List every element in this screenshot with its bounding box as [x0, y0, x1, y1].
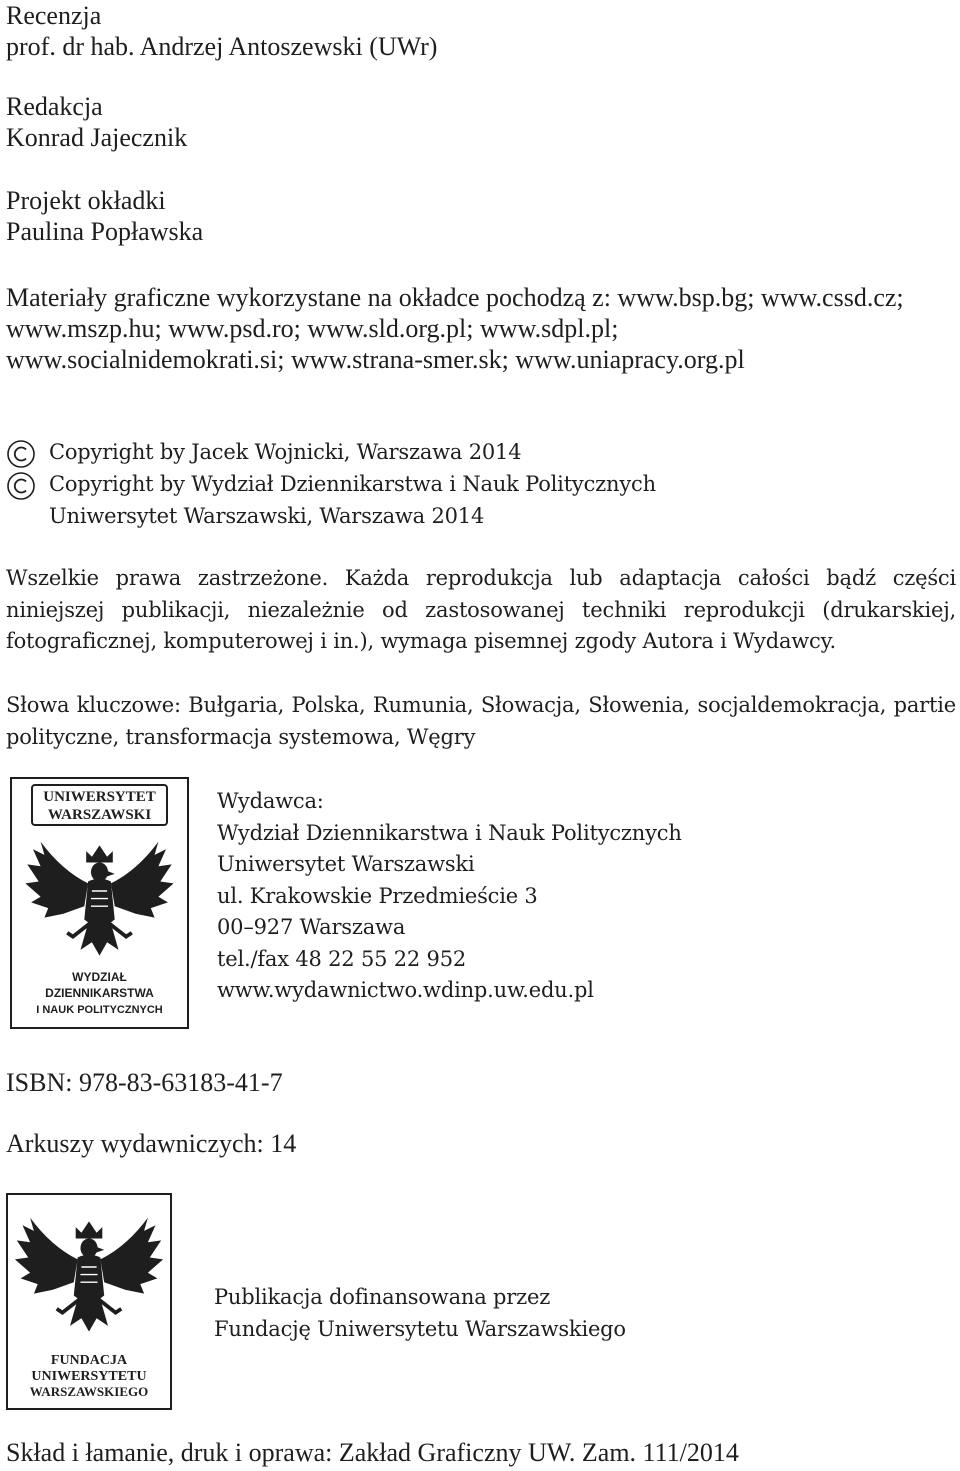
publisher-street: ul. Krakowskie Przedmieście 3: [217, 883, 538, 908]
logo-text: DZIENNIKARSTWA: [45, 986, 154, 1000]
rights-notice: Wszelkie prawa zastrzeżone. Każda reprodukcja lub adaptacja całości bądź części niniejszej publikacji, niezależnie od zastosowanej techniki reprodukcji (drukarskiej, fotograficznej, komputerowej i in.), wymaga pisemnej zgody Autora i Wydawcy.: [6, 566, 956, 653]
publisher-city: 00–927 Warszawa: [217, 915, 406, 939]
copyright-university: Uniwersytet Warszawski, Warszawa 2014: [49, 504, 485, 528]
graphics-line: www.socialnidemokrati.si; www.strana-smer.sk; www.uniapracy.org.pl: [6, 345, 745, 374]
copyright-icon: [6, 471, 36, 501]
eagle-icon: [25, 842, 173, 956]
graphics-line: www.mszp.hu; www.psd.ro; www.sld.org.pl; www.sdpl.pl;: [6, 314, 619, 343]
keywords: Słowa kluczowe: Bułgaria, Polska, Rumunia, Słowacja, Słowenia, socjaldemokracja, partie polityczne, transformacja systemowa, Węgry: [6, 693, 956, 749]
graphics-sources: [6, 282, 904, 375]
logo-text: WARSZAWSKI: [47, 807, 152, 823]
copyright-section: [6, 437, 656, 533]
cover-name: Paulina Popławska: [6, 217, 204, 246]
logo-text: UNIWERSYTET: [43, 789, 156, 805]
funding-foundation: Fundację Uniwersytetu Warszawskiego: [214, 1316, 626, 1341]
foundation-emblem: [8, 1195, 170, 1408]
logo-text: WARSZAWSKIEGO: [29, 1384, 149, 1399]
review-name: prof. dr hab. Andrzej Antoszewski (UWr): [6, 32, 438, 61]
cover-section: [6, 185, 203, 247]
editor-section: [6, 91, 187, 153]
review-section: [6, 0, 437, 62]
faculty-logo: [10, 777, 189, 1029]
copyright-faculty: Copyright by Wydział Dziennikarstwa i Nauk Politycznych: [49, 472, 656, 496]
publisher-label: Wydawca:: [217, 789, 324, 813]
publisher-phone: tel./fax 48 22 55 22 952: [217, 946, 467, 971]
copyright-row: [6, 437, 656, 469]
cover-heading: Projekt okładki: [6, 186, 166, 215]
publisher-website[interactable]: www.wydawnictwo.wdinp.uw.edu.pl: [217, 978, 594, 1002]
publisher-info: [217, 786, 682, 1007]
publisher-name: Wydział Dziennikarstwa i Nauk Politycznych: [217, 820, 682, 845]
logo-text: FUNDACJA: [50, 1353, 128, 1368]
logo-text: I NAUK POLITYCZNYCH: [36, 1004, 163, 1016]
logo-text: WYDZIAŁ: [72, 970, 127, 984]
review-heading: Recenzja: [6, 1, 102, 30]
publisher-university: Uniwersytet Warszawski: [217, 852, 475, 876]
faculty-emblem: [12, 779, 187, 1027]
graphics-line: Materiały graficzne wykorzystane na okładce pochodzą z: www.bsp.bg; www.cssd.cz;: [6, 283, 904, 312]
copyright-row: [6, 469, 656, 501]
copyright-icon: [6, 439, 36, 469]
eagle-icon: [15, 1218, 163, 1332]
imprint: Skład i łamanie, druk i oprawa: Zakład Graficzny UW. Zam. 111/2014: [6, 1438, 739, 1467]
editor-heading: Redakcja: [6, 92, 103, 121]
logo-text: UNIWERSYTETU: [31, 1369, 147, 1384]
publishing-sheets: Arkuszy wydawniczych: 14: [6, 1129, 297, 1158]
funding-info: [214, 1282, 626, 1345]
foundation-logo: [6, 1193, 172, 1410]
copyright-author: Copyright by Jacek Wojnicki, Warszawa 2014: [49, 440, 522, 464]
isbn: ISBN: 978-83-63183-41-7: [6, 1068, 283, 1097]
editor-name: Konrad Jajecznik: [6, 123, 188, 152]
funding-line: Publikacja dofinansowana przez: [214, 1285, 551, 1309]
